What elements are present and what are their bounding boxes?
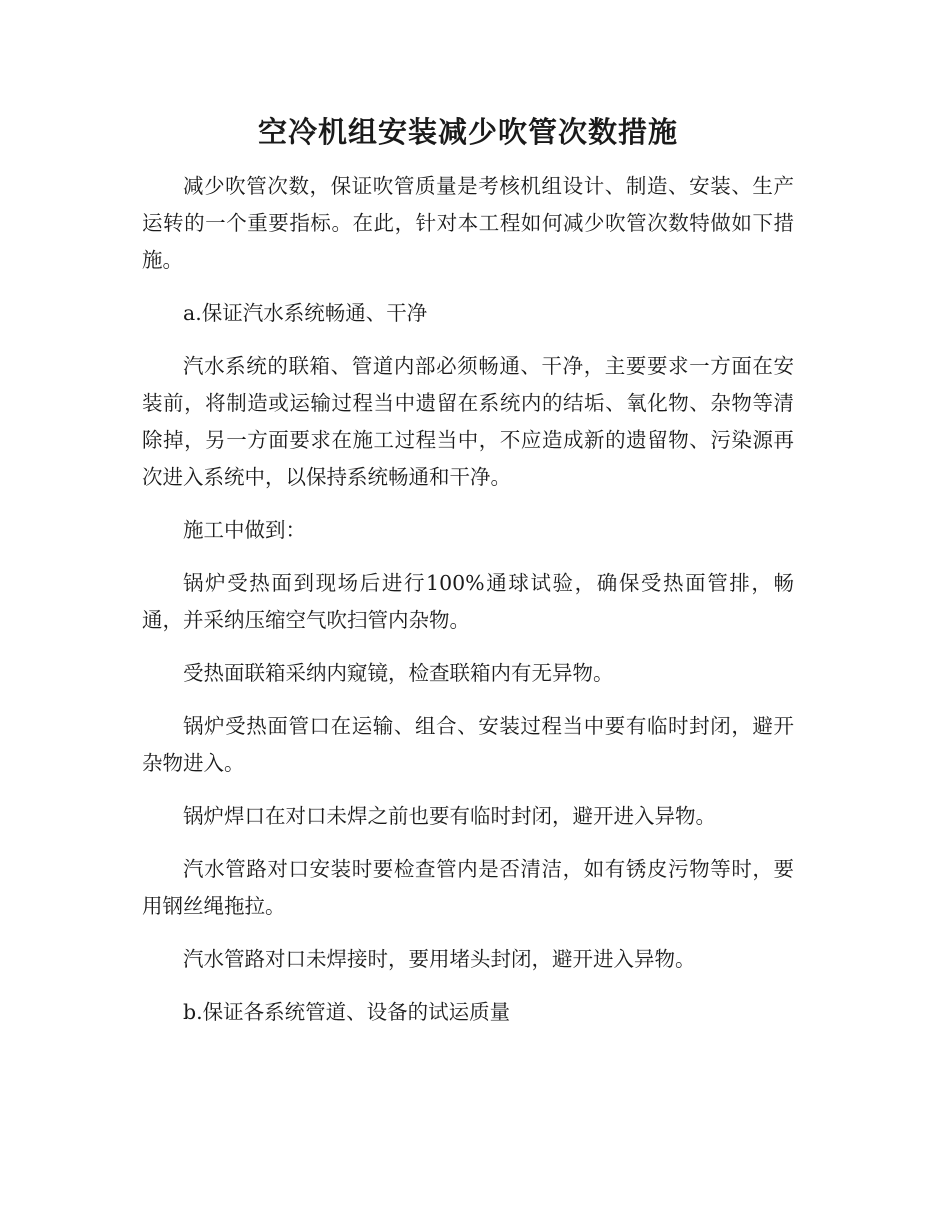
paragraph-pipe-check: 汽水管路对口安装时要检查管内是否清洁，如有锈皮污物等时，要用钢丝绳拖拉。 [142, 857, 794, 918]
document-title: 空冷机组安装减少吹管次数措施 [257, 115, 678, 149]
paragraph-pipe-plug: 汽水管路对口未焊接时，要用堵头封闭，避开进入异物。 [183, 947, 696, 971]
paragraph-construction-lead: 施工中做到： [183, 518, 306, 542]
document-body [142, 168, 794, 1031]
section-heading-a: a.保证汽水系统畅通、干净 [183, 301, 428, 325]
document-page [142, 110, 794, 1047]
paragraph-weld-seal: 锅炉焊口在对口未焊之前也要有临时封闭，避开进入异物。 [183, 804, 716, 828]
paragraph-endoscope: 受热面联箱采纳内窥镜，检查联箱内有无异物。 [183, 661, 614, 685]
paragraph-intro: 减少吹管次数，保证吹管质量是考核机组设计、制造、安装、生产运转的一个重要指标。在此，针对本工程如何减少吹管次数特做如下措施。 [142, 174, 794, 272]
section-heading-b: b.保证各系统管道、设备的试运质量 [183, 1000, 511, 1024]
paragraph-ball-test: 锅炉受热面到现场后进行100%通球试验，确保受热面管排，畅通，并采纳压缩空气吹扫管内杂物。 [142, 571, 794, 632]
paragraph-system-clean: 汽水系统的联箱、管道内部必须畅通、干净，主要要求一方面在安装前，将制造或运输过程当中遗留在系统内的结垢、氧化物、杂物等清除掉，另一方面要求在施工过程当中，不应造成新的遗留物、污染源再次进入系统中，以保持系统畅通和干净。 [142, 354, 794, 489]
paragraph-tube-seal: 锅炉受热面管口在运输、组合、安装过程当中要有临时封闭，避开杂物进入。 [142, 714, 794, 775]
